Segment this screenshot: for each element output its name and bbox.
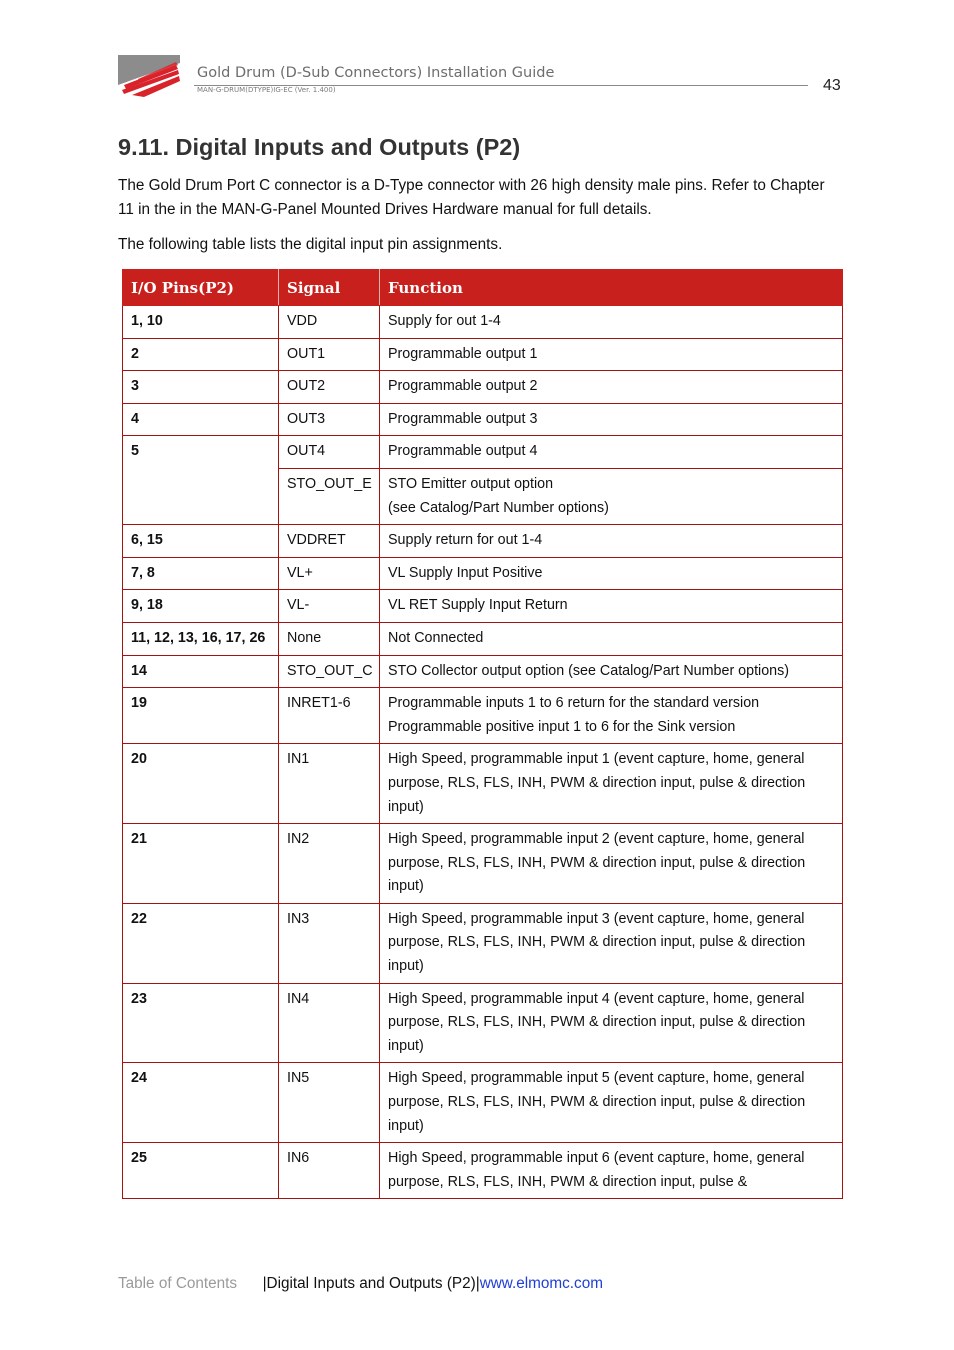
function-cell: Not Connected [380,622,843,655]
table-row [123,622,843,655]
pin-cell: 9, 18 [123,590,279,623]
signal-cell: IN4 [279,983,380,1063]
table-row [123,655,843,688]
table-row [123,403,843,436]
pin-cell: 4 [123,403,279,436]
pin-cell [123,468,279,524]
function-cell: High Speed, programmable input 3 (event capture, home, general purpose, RLS, FLS, INH, PWM & direction input, pulse & direction input) [380,903,843,983]
signal-cell: IN6 [279,1143,380,1199]
pin-cell: 7, 8 [123,557,279,590]
function-cell: High Speed, programmable input 2 (event capture, home, general purpose, RLS, FLS, INH, PWM & direction input, pulse & direction input) [380,824,843,904]
table-row [123,903,843,983]
function-cell: Supply return for out 1-4 [380,525,843,558]
table-row [123,983,843,1063]
pin-assignment-table [122,269,843,1199]
signal-cell: None [279,622,380,655]
table-row [123,590,843,623]
signal-cell: IN1 [279,744,380,824]
column-header-pins: I/O Pins(P2) [123,270,279,306]
page-number: 43 [823,77,841,94]
intro-paragraph: The Gold Drum Port C connector is a D-Type connector with 26 high density male pins. Refer to Chapter 11 in the in the MAN-G-Panel Mounted Drives Hardware manual for full details. [118,177,825,218]
page-footer [118,1275,603,1293]
column-header-signal: Signal [279,270,380,306]
footer-section-name: Digital Inputs and Outputs (P2) [266,1275,476,1292]
footer-separator: | [262,1275,267,1292]
column-header-function: Function [380,270,843,306]
pin-cell: 3 [123,371,279,404]
pin-cell: 19 [123,688,279,744]
signal-cell: OUT3 [279,403,380,436]
function-cell: STO Collector output option (see Catalog/Part Number options) [380,655,843,688]
function-cell: Programmable output 3 [380,403,843,436]
table-row [123,824,843,904]
pin-cell: 14 [123,655,279,688]
pin-cell: 22 [123,903,279,983]
signal-cell: VL+ [279,557,380,590]
table-intro-paragraph: The following table lists the digital input pin assignments. [118,236,503,253]
table-row [123,338,843,371]
table-row [123,1143,843,1199]
document-title: Gold Drum (D-Sub Connectors) Installation Guide [197,65,555,81]
signal-cell: STO_OUT_E [279,468,380,524]
signal-cell: VDDRET [279,525,380,558]
table-row [123,1063,843,1143]
table-row [123,525,843,558]
pin-cell: 25 [123,1143,279,1199]
function-cell: High Speed, programmable input 1 (event capture, home, general purpose, RLS, FLS, INH, PWM & direction input, pulse & direction input) [380,744,843,824]
signal-cell: VDD [279,306,380,339]
function-cell: STO Emitter output option (see Catalog/Part Number options) [380,468,843,524]
function-cell: Supply for out 1-4 [380,306,843,339]
footer-separator: | [475,1275,480,1292]
signal-cell: IN2 [279,824,380,904]
table-row [123,744,843,824]
function-cell: VL RET Supply Input Return [380,590,843,623]
table-header-row [123,270,843,306]
table-of-contents-link[interactable]: Table of Contents [118,1275,238,1292]
pin-cell: 1, 10 [123,306,279,339]
table-row [123,688,843,744]
function-cell: Programmable output 4 [380,436,843,469]
document-code: MAN-G-DRUM(DTYPE)IG-EC (Ver. 1.400) [197,86,336,94]
table-row [123,436,843,469]
website-link[interactable]: www.elmomc.com [479,1275,603,1292]
pin-cell: 5 [123,436,279,469]
signal-cell: INRET1-6 [279,688,380,744]
signal-cell: OUT1 [279,338,380,371]
pin-cell: 24 [123,1063,279,1143]
function-cell: VL Supply Input Positive [380,557,843,590]
function-cell: High Speed, programmable input 4 (event capture, home, general purpose, RLS, FLS, INH, PWM & direction input, pulse & direction input) [380,983,843,1063]
signal-cell: OUT4 [279,436,380,469]
signal-cell: OUT2 [279,371,380,404]
table-row [123,306,843,339]
signal-cell: IN3 [279,903,380,983]
function-cell: Programmable inputs 1 to 6 return for the standard version Programmable positive input 1 to 6 for the Sink version [380,688,843,744]
function-cell: Programmable output 1 [380,338,843,371]
elmo-logo-icon [118,55,180,97]
function-cell: High Speed, programmable input 6 (event capture, home, general purpose, RLS, FLS, INH, PWM & direction input, pulse & [380,1143,843,1199]
pin-cell: 11, 12, 13, 16, 17, 26 [123,622,279,655]
table-row [123,468,843,524]
section-title: 9.11. Digital Inputs and Outputs (P2) [118,134,521,160]
pin-cell: 23 [123,983,279,1063]
pin-cell: 6, 15 [123,525,279,558]
pin-cell: 20 [123,744,279,824]
signal-cell: VL- [279,590,380,623]
pin-cell: 2 [123,338,279,371]
function-cell: High Speed, programmable input 5 (event capture, home, general purpose, RLS, FLS, INH, PWM & direction input, pulse & direction input) [380,1063,843,1143]
signal-cell: IN5 [279,1063,380,1143]
function-cell: Programmable output 2 [380,371,843,404]
table-row [123,371,843,404]
table-row [123,557,843,590]
signal-cell: STO_OUT_C [279,655,380,688]
pin-cell: 21 [123,824,279,904]
